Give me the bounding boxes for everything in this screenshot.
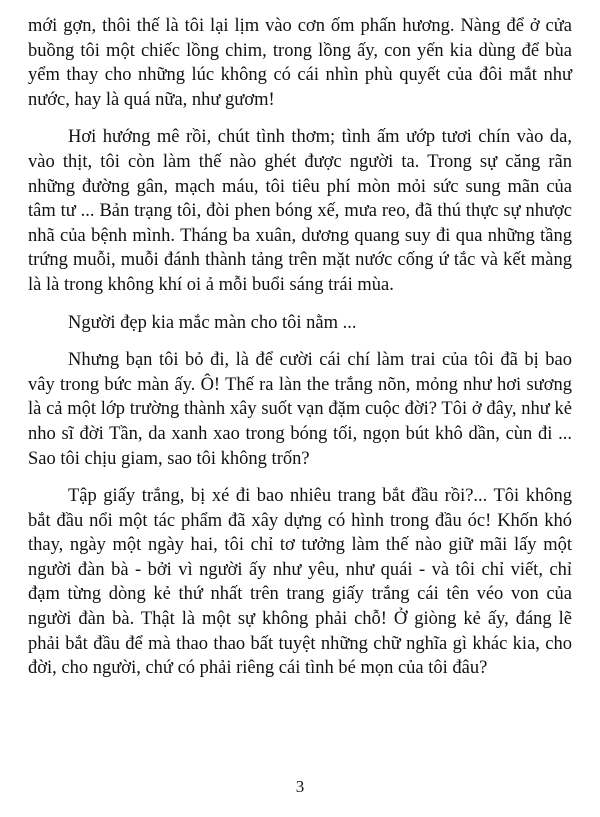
paragraph-continued: mới gợn, thôi thế là tôi lại lịm vào cơn ốm phấn hương. Nàng để ở cửa buồng tôi một chiếc lồng chim, trong lồng ấy, con yến kia dùng để bùa yểm thay cho những lúc không có cái nhìn phù quyết của đôi mắt như nước, hay là quá nữa, như gươm! bbox=[28, 16, 572, 110]
paragraph: Người đẹp kia mắc màn cho tôi nằm ... bbox=[68, 312, 357, 333]
paragraph: Hơi hướng mê rồi, chút tình thơm; tình ấm ướp tươi chín vào da, vào thịt, tôi còn làm thế nào ghét được người ta. Trong sự căng rãn những đường gân, mạch máu, tôi tiêu phí mòn mỏi sức sung mãn của tâm tư ... Bản trạng tôi, đòi phen bóng xế, mưa reo, đã thú thực sự nhược nhã của bệnh mình. Tháng ba xuân, dương quang suy đi qua những tầng trứng muỗi, muỗi đánh thành tảng trên mặt nước cống ứ tắc và kết màng là là trong không khí oi ả mỗi buổi sáng trái mùa. bbox=[28, 127, 572, 295]
paragraph: Nhưng bạn tôi bỏ đi, là để cười cái chí làm trai của tôi đã bị bao vây trong bức màn ấy. Ô! Thế ra làn the trắng nõn, mỏng như hơi sương là cả một lớp trường thành xây suốt vạn đặm cuộc đời? Tôi ở đây, như kẻ nho sĩ đời Tần, da xanh xao trong bóng tối, ngọn bút khô dần, cùn đi ... Sao tôi chịu giam, sao tôi không trốn? bbox=[28, 350, 572, 469]
body-text bbox=[28, 14, 572, 681]
paragraph: Tập giấy trắng, bị xé đi bao nhiêu trang bắt đầu rồi?... Tôi không bắt đầu nổi một tác phẩm đã xây dựng có hình trong đầu óc! Khốn khó thay, ngày một ngày hai, tôi chỉ tơ tưởng làm thế nào giữ mãi lấy một người đàn bà - bởi vì người ấy như yêu, như quái - và tôi chỉ viết, chỉ đạm từng dòng kẻ thứ nhất trên trang giấy trắng cái tên véo von của người đàn bà. Thật là một sự không phải chỗ! Ở giòng kẻ ấy, đáng lẽ phải bắt đầu để mà thao thao bất tuyệt những chữ nghĩa gì khác kia, cho đời, cho người, chứ có phải riêng cái tình bé mọn của tôi đâu? bbox=[28, 486, 572, 679]
page-number: 3 bbox=[295, 777, 305, 796]
